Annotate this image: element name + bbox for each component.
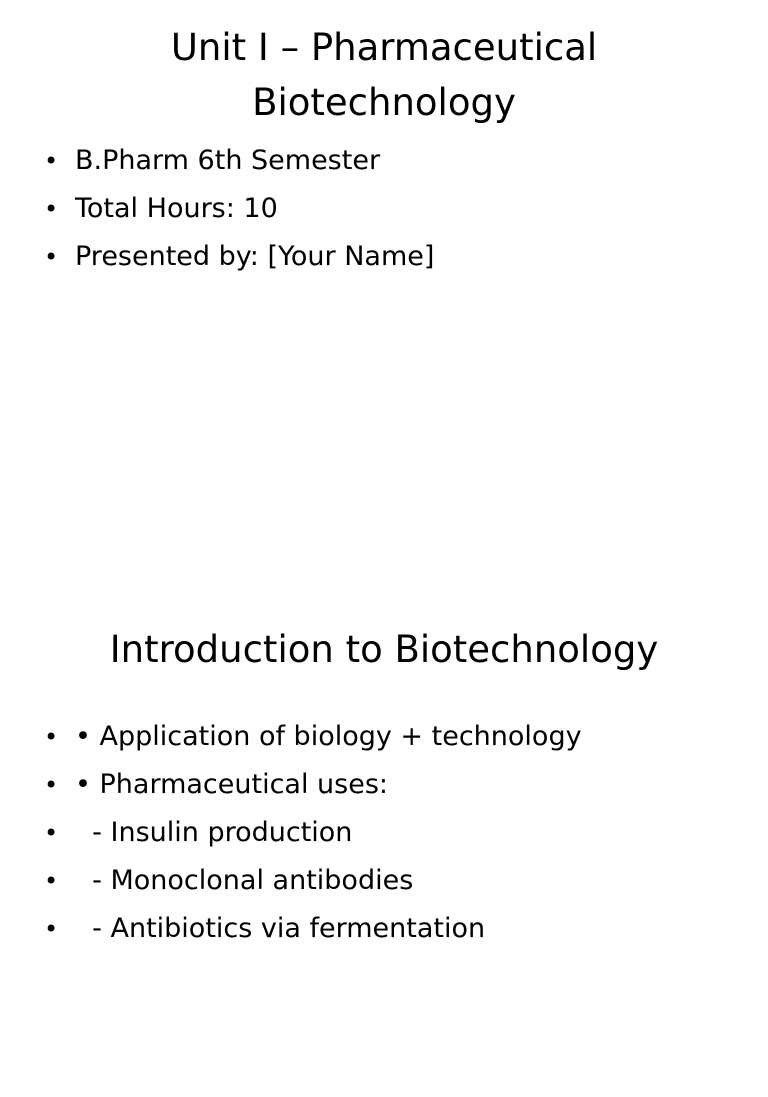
bullet-icon: • bbox=[44, 771, 59, 799]
list-item bbox=[0, 809, 353, 857]
slide-title-line-1: Unit I – Pharmaceutical bbox=[170, 26, 598, 69]
bullet-list bbox=[0, 713, 582, 953]
list-item bbox=[0, 905, 486, 953]
list-item bbox=[0, 857, 414, 905]
bullet-icon: • bbox=[44, 867, 59, 895]
bullet-text: - Insulin production bbox=[75, 817, 353, 848]
slide-title-line-2: Biotechnology bbox=[252, 81, 516, 124]
bullet-text: Total Hours: 10 bbox=[75, 193, 278, 224]
slide-title bbox=[0, 20, 768, 130]
list-item bbox=[0, 761, 389, 809]
slide-2 bbox=[0, 512, 768, 1024]
bullet-icon: • bbox=[44, 243, 59, 271]
list-item bbox=[0, 137, 381, 185]
bullet-icon: • bbox=[44, 723, 59, 751]
bullet-text: - Monoclonal antibodies bbox=[75, 865, 414, 896]
bullet-icon: • bbox=[44, 147, 59, 175]
bullet-text: - Antibiotics via fermentation bbox=[75, 913, 486, 944]
bullet-text: B.Pharm 6th Semester bbox=[75, 145, 381, 176]
list-item bbox=[0, 185, 278, 233]
bullet-icon: • bbox=[44, 915, 59, 943]
slide-1 bbox=[0, 0, 768, 512]
list-item bbox=[0, 233, 435, 281]
bullet-icon: • bbox=[44, 819, 59, 847]
bullet-text: • Pharmaceutical uses: bbox=[75, 769, 389, 800]
bullet-text: Presented by: [Your Name] bbox=[75, 241, 435, 272]
list-item bbox=[0, 713, 582, 761]
bullet-icon: • bbox=[44, 195, 59, 223]
bullet-list bbox=[0, 137, 435, 281]
bullet-text: • Application of biology + technology bbox=[75, 721, 582, 752]
slide-title: Introduction to Biotechnology bbox=[109, 628, 659, 671]
